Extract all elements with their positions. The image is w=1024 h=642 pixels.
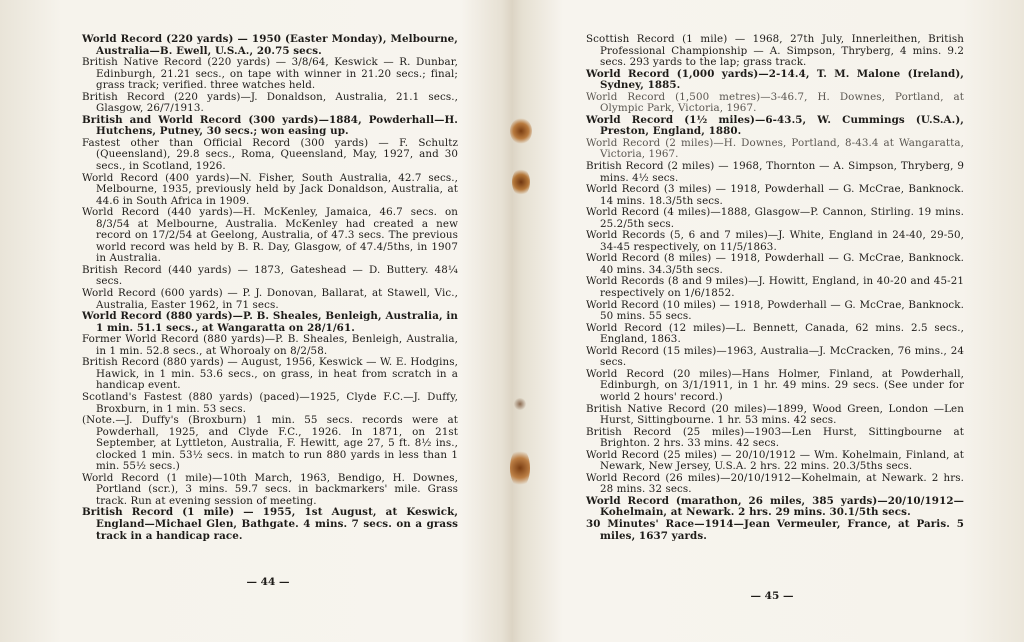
record-entry: Former World Record (880 yards)—P. B. Sheales, Benleigh, Australia, in 1 min. 52.8 secs., at Whoroaly on 8/2/58. — [82, 333, 458, 357]
right-page — [586, 34, 964, 542]
record-entry: British Record (2 miles) — 1968, Thornton — A. Simpson, Thryberg, 9 mins. 4½ secs. — [586, 160, 964, 184]
record-entry: World Record (1,500 metres)—3-46.7, H. Downes, Portland, at Olympic Park, Victoria, 1967. — [586, 90, 964, 115]
record-entry: World Record (220 yards) — 1950 (Easter Monday), Melbourne, Australia—B. Ewell, U.S.A., 20.75 secs. — [82, 33, 458, 57]
record-entry: Scottish Record (1 mile) — 1968, 27th July, Innerleithen, British Professional Championship — A. Simpson, Thryberg, 4 mins. 9.2 secs. 293 yards to the lap; grass track. — [586, 33, 964, 69]
record-entry: World Record (10 miles) — 1918, Powderhall — G. McCrae, Banknock. 50 mins. 55 secs. — [586, 298, 964, 323]
page-number-45: — 45 — — [750, 590, 794, 602]
rust-stain-upper — [510, 118, 532, 144]
record-entry: World Record (26 miles)—20/10/1912—Kohelmain, at Newark. 2 hrs. 28 mins. 32 secs. — [586, 471, 964, 496]
record-entry: World Record (1,000 yards)—2-14.4, T. M. Malone (Ireland), Sydney, 1885. — [586, 67, 964, 92]
record-entry: World Records (5, 6 and 7 miles)—J. White, England in 24-40, 29-50, 34-45 respectively, on 11/5/1863. — [586, 229, 964, 253]
left-page — [82, 34, 458, 542]
record-entry: 30 Minutes' Race—1914—Jean Vermeuler, France, at Paris. 5 miles, 1637 yards. — [586, 517, 964, 542]
record-entry: World Record (1 mile)—10th March, 1963, Bendigo, H. Downes, Portland (scr.), 3 mins. 59.7 secs. in backmarkers' mile. Grass track. Run at evening session of meeting. — [82, 471, 458, 507]
record-entry: British Native Record (20 miles)—1899, Wood Green, London —Len Hurst, Sittingbourne. 1 hr. 53 mins. 42 secs. — [586, 402, 964, 427]
record-entry: Scotland's Fastest (880 yards) (paced)—1925, Clyde F.C.—J. Duffy, Broxburn, in 1 min. 53 secs. — [82, 390, 458, 415]
record-entry: British Record (440 yards) — 1873, Gateshead — D. Buttery. 48¼ secs. — [82, 263, 458, 288]
page-number-44: — 44 — — [246, 576, 290, 588]
record-entry: World Record (marathon, 26 miles, 385 yards)—20/10/1912—Kohelmain, at Newark. 2 hrs. 29 mins. 30.1/5th secs. — [586, 494, 964, 519]
record-entry: World Record (25 miles) — 20/10/1912 — Wm. Kohelmain, Finland, at Newark, New Jersey, U.S.A. 2 hrs. 22 mins. 20.3/5ths secs. — [586, 448, 964, 473]
record-entry: World Record (1½ miles)—6-43.5, W. Cummings (U.S.A.), Preston, England, 1880. — [586, 113, 964, 138]
record-entry: (Note.—J. Duffy's (Broxburn) 1 min. 55 secs. records were at Powderhall, 1925, and Clyde F.C., 1926. In 1871, on 21st September, at Lyttleton, Australia, F. Hewitt, age 27, 5 ft. 8½ ins., clocked 1 min. 53½ secs. in match to run 880 yards in less than 1 min. 55½ secs.) — [82, 414, 458, 473]
record-entry: World Record (20 miles)—Hans Holmer, Finland, at Powderhall, Edinburgh, on 3/1/1911, in 1 hr. 49 mins. 29 secs. (See under for world 2 hours' record.) — [586, 367, 964, 403]
record-entry: World Record (600 yards) — P. J. Donovan, Ballarat, at Stawell, Vic., Australia, Easter 1962, in 71 secs. — [82, 287, 458, 311]
record-entry: World Record (15 miles)—1963, Australia—J. McCracken, 76 mins., 24 secs. — [586, 344, 964, 369]
record-entry: World Record (3 miles) — 1918, Powderhall — G. McCrae, Banknock. 14 mins. 18.3/5th secs. — [586, 183, 964, 207]
record-entry: British Record (220 yards)—J. Donaldson, Australia, 21.1 secs., Glasgow, 26/7/1913. — [82, 90, 458, 115]
record-entry: British Record (25 miles)—1903—Len Hurst, Sittingbourne at Brighton. 2 hrs. 33 mins. 42 secs. — [586, 425, 964, 450]
rust-stain-mid — [512, 168, 530, 196]
record-entry: British and World Record (300 yards)—1884, Powderhall—H. Hutchens, Putney, 30 secs.; won easing up. — [82, 113, 458, 138]
record-entry: British Record (1 mile) — 1955, 1st August, at Keswick, England—Michael Glen, Bathgate. 4 mins. 7 secs. on a grass track in a handicap race. — [82, 506, 458, 542]
record-entry: British Native Record (220 yards) — 3/8/64, Keswick — R. Dunbar, Edinburgh, 21.21 secs., on tape with winner in 21.20 secs.; final; grass track; verified. three watches held. — [82, 56, 458, 92]
record-entry: Fastest other than Official Record (300 yards) — F. Schultz (Queensland), 29.8 secs., Roma, Queensland, May, 1927, and 30 secs., in Scotland, 1926. — [82, 136, 458, 173]
record-entry: British Record (880 yards) — August, 1956, Keswick — W. E. Hodgins, Hawick, in 1 min. 53.6 secs., on grass, in heat from scratch in a handicap event. — [82, 356, 458, 392]
record-entry: World Records (8 and 9 miles)—J. Howitt, England, in 40-20 and 45-21 respectively on 1/6/1852. — [586, 275, 964, 300]
record-entry: World Record (880 yards)—P. B. Sheales, Benleigh, Australia, in 1 min. 51.1 secs., at Wangaratta on 28/1/61. — [82, 310, 458, 334]
record-entry: World Record (12 miles)—L. Bennett, Canada, 62 mins. 2.5 secs., England, 1863. — [586, 321, 964, 346]
record-entry: World Record (4 miles)—1888, Glasgow—P. Cannon, Stirling. 19 mins. 25.2/5th secs. — [586, 206, 964, 230]
rust-stain-lower — [510, 448, 530, 488]
record-entry: World Record (400 yards)—N. Fisher, South Australia, 42.7 secs., Melbourne, 1935, previously held by Jack Donaldson, Australia, at 44.6 in South Africa in 1909. — [82, 171, 458, 207]
record-entry: World Record (440 yards)—H. McKenley, Jamaica, 46.7 secs. on 8/3/54 at Melbourne, Australia. McKenley had created a new record on 17/2/54 at Geelong, Australia, of 47.3 secs. The previous world record was held by B. R. Day, Glasgow, of 47.4/5ths, in 1907 in Australia. — [82, 206, 458, 265]
record-entry: World Record (2 miles)—H. Downes, Portland, 8-43.4 at Wangaratta, Victoria, 1967. — [586, 136, 964, 161]
record-entry: World Record (8 miles) — 1918, Powderhall — G. McCrae, Banknock. 40 mins. 34.3/5th secs. — [586, 252, 964, 276]
rust-speck — [514, 398, 526, 410]
